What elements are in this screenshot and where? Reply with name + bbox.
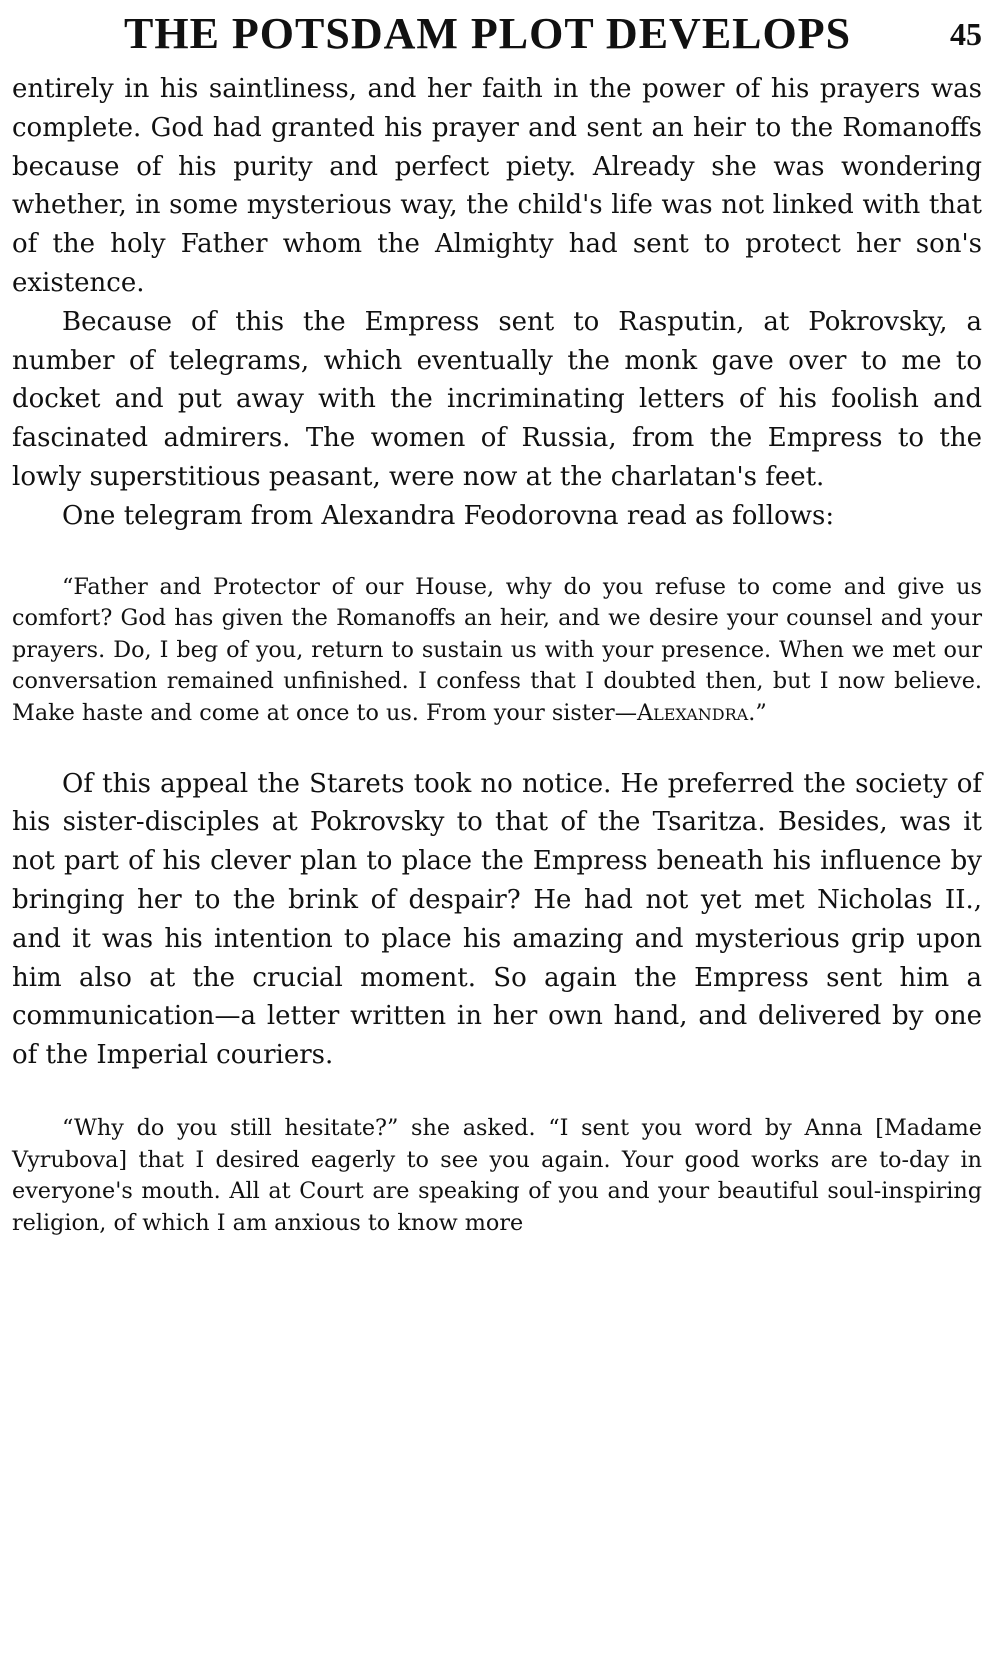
- paragraph-telegrams: Because of this the Empress sent to Rasputin, at Pokrovsky, a number of telegrams, which eventually the monk gave over to me to docket and put away with the incriminating letters of his foolish and fascinated admirers. The women of Russia, from the Empress to the lowly superstitious peasant, were now at the charlatan's feet.: [12, 306, 982, 492]
- running-title: THE POTSDAM PLOT DEVELOPS: [124, 9, 852, 58]
- book-page: [12, 0, 982, 1239]
- paragraph-continued: entirely in his saintliness, and her faith in the power of his prayers was complete. God had granted his prayer and sent an heir to the Romanoffs because of his purity and perfect piety. Already she was wondering whether, in some mysterious way, the child's life was not linked with that of the holy Father whom the Almighty had sent to protect her son's existence.: [12, 74, 982, 298]
- paragraph-starets: Of this appeal the Starets took no notice. He preferred the society of his sister-disciples at Pokrovsky to that of the Tsaritza. Besides, was it not part of his clever plan to place the Empress beneath his influence by bringing her to the brink of despair? He had not yet met Nicholas II., and it was his intention to place his amazing and mysterious grip upon him also at the crucial moment. So again the Empress sent him a communication—a letter written in her own hand, and delivered by one of the Imperial couriers.: [12, 768, 982, 1071]
- spacer: [12, 1075, 982, 1113]
- telegram-quote: [12, 572, 982, 730]
- spacer: [12, 730, 982, 765]
- telegram-signature: Alexandra.: [637, 699, 756, 726]
- paragraph-telegram-intro: One telegram from Alexandra Feodorovna read as follows:: [62, 500, 835, 531]
- telegram-closing-mark: ”: [755, 699, 767, 726]
- telegram-quote-text: “Father and Protector of our House, why do you refuse to come and give us comfort? God has given the Romanoffs an heir, and we desire your counsel and your prayers. Do, I beg of you, return to sustain us with your presence. When we met our conversation remained unfinished. I confess that I doubted then, but I now believe. Make haste and come at once to us. From your sister—: [12, 573, 982, 726]
- running-head: [12, 0, 982, 70]
- spacer: [12, 536, 982, 572]
- page-number: 45: [950, 16, 982, 52]
- letter-quote: “Why do you still hesitate?” she asked. “I sent you word by Anna [Madame Vyrubova] that I desired eagerly to see you again. Your good works are to-day in everyone's mouth. All at Court are speaking of you and your beautiful soul-inspiring religion, of which I am anxious to know more: [12, 1114, 982, 1236]
